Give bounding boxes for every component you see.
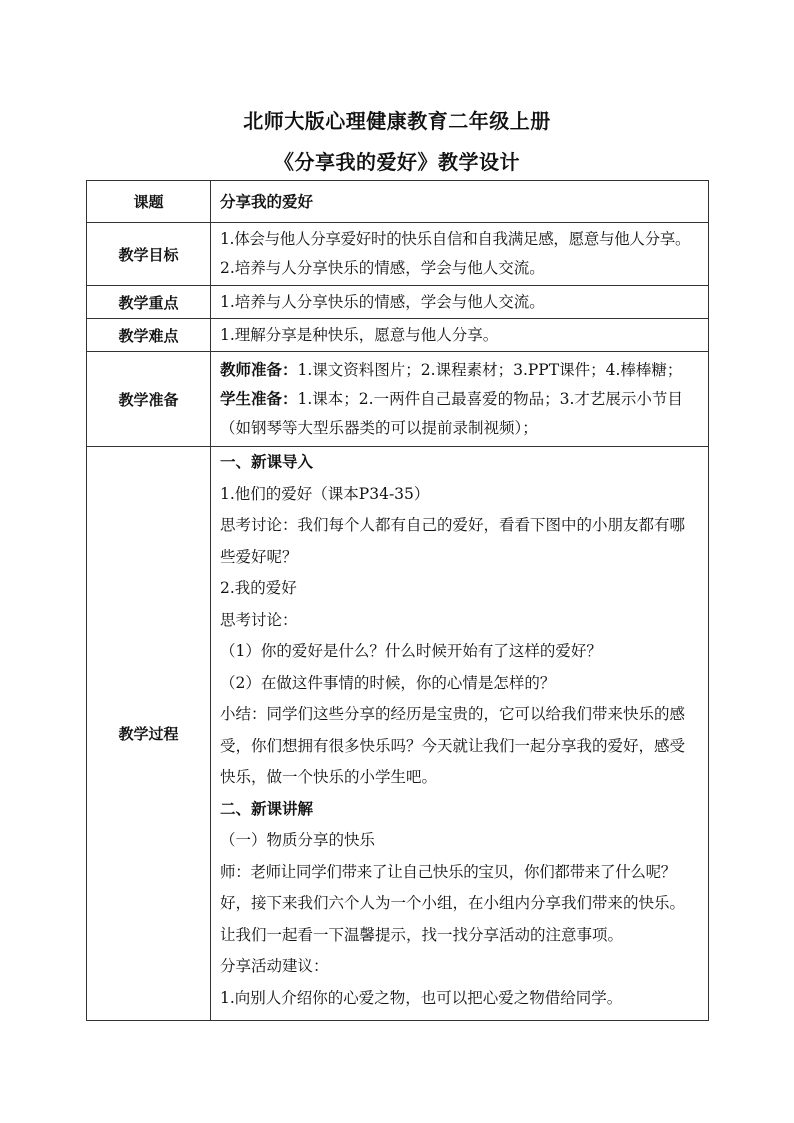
label-goals: 教学目标 [87,223,211,286]
value-goals [211,223,709,286]
student-prep [220,385,700,443]
process-paragraph: 好，接下来我们六个人为一个小组，在小组内分享我们带来的快乐。让我们一起看一下温馨提示，找一找分享活动的注意事项。 [220,894,686,944]
label-preparation: 教学准备 [87,352,211,447]
row-preparation [87,352,709,447]
goal-item: 2.培养与人分享快乐的情感，学会与他人交流。 [220,259,545,277]
goal-item: 1.体会与他人分享爱好时的快乐自信和自我满足感，愿意与他人分享。 [220,230,691,248]
process-question: （1）你的爱好是什么？什么时候开始有了这样的爱好？ [220,642,602,660]
label-difficulty: 教学难点 [87,319,211,352]
row-topic [87,181,709,223]
topic-value: 分享我的爱好 [220,192,314,211]
process-paragraph: 思考讨论：我们每个人都有自己的爱好，看看下图中的小朋友都有哪些爱好呢？ [220,516,686,566]
document-subtitle: 《分享我的爱好》教学设计 [274,150,520,174]
document-title: 北师大版心理健康教育二年级上册 [243,109,551,133]
row-difficulty [87,319,709,352]
process-paragraph: 小结：同学们这些分享的经历是宝贵的，它可以给我们带来快乐的感受，你们想拥有很多快乐吗？今天就让我们一起分享我的爱好，感受快乐，做一个快乐的小学生吧。 [220,705,686,786]
section-heading: 二、新课讲解 [220,799,314,818]
value-difficulty [211,319,709,352]
lesson-plan-table [86,180,709,1021]
subsection-heading: （一）物质分享的快乐 [220,831,376,849]
label-process: 教学过程 [87,447,211,1021]
process-line: 1.向别人介绍你的心爱之物，也可以把心爱之物借给同学。 [220,988,623,1007]
teacher-prep-value: 1.课文资料图片；2.课程素材；3.PPT课件；4.棒棒糖； [297,360,683,379]
process-line: 师：老师让同学们带来了让自己快乐的宝贝，你们都带来了什么呢？ [220,862,677,881]
teacher-prep [220,356,700,385]
label-focus: 教学重点 [87,286,211,319]
row-process [87,447,709,1021]
student-prep-label: 学生准备： [220,389,298,408]
process-line: 2.我的爱好 [220,579,297,597]
difficulty-text: 1.理解分享是种快乐，愿意与他人分享。 [220,326,499,344]
value-process [211,447,709,1021]
process-line: 思考讨论： [220,610,298,629]
teacher-prep-label: 教师准备： [220,360,298,379]
value-preparation [211,352,709,447]
row-focus [87,286,709,319]
student-prep-value: 1.课本；2.一两件自己最喜爱的物品；3.才艺展示小节目（如钢琴等大型乐器类的可以提前录制视频）； [220,389,683,437]
value-focus [211,286,709,319]
focus-text: 1.培养与人分享快乐的情感，学会与他人交流。 [220,293,545,311]
value-topic [211,181,709,223]
process-question: （2）在做这件事情的时候，你的心情是怎样的？ [220,673,556,692]
section-heading: 一、新课导入 [220,453,314,471]
label-topic: 课题 [87,181,211,223]
row-goals [87,223,709,286]
process-line: 1.他们的爱好（课本P34-35） [220,484,430,503]
process-line: 分享活动建议： [220,957,329,975]
